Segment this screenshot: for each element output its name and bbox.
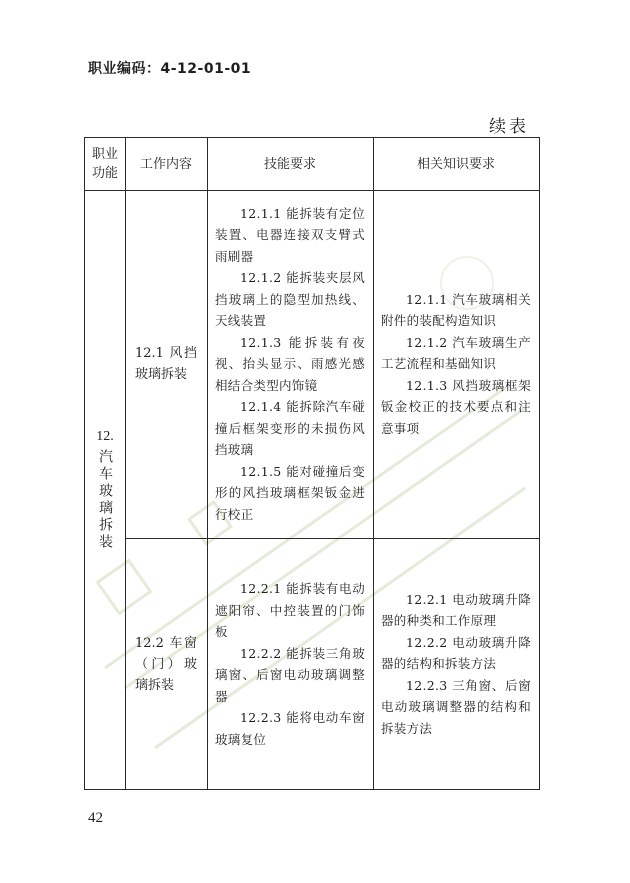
- work-content-cell: [125, 190, 207, 538]
- function-cell: [85, 190, 125, 789]
- header-skills: 技能要求: [263, 156, 316, 172]
- page-number: 42: [88, 810, 103, 826]
- function-name: 汽车玻璃拆装: [97, 448, 113, 551]
- knowledge-item: 12.2.2 电动玻璃升降器的结构和拆装方法: [381, 634, 531, 672]
- skill-item: 12.1.2 能拆装夹层风挡玻璃上的隐型加热线、天线装置: [215, 270, 365, 329]
- skill-item: 12.1.4 能拆除汽车碰撞后框架变形的未损伤风挡玻璃: [215, 399, 365, 458]
- skills-table: [84, 137, 540, 790]
- skill-item: 12.1.1 能拆装有定位装置、电器连接双支臂式雨刷器: [215, 205, 365, 264]
- knowledge-cell: [373, 539, 539, 789]
- skill-item: 12.2.3 能将电动车窗玻璃复位: [215, 710, 365, 747]
- knowledge-item: 12.1.1 汽车玻璃相关附件的装配构造知识: [381, 291, 531, 329]
- work-content: 12.1 风挡玻璃拆装: [135, 346, 197, 382]
- occupation-code: 职业编码：4-12-01-01: [88, 61, 252, 77]
- skill-item: 12.2.1 能拆装有电动遮阳帘、中控装置的门饰板: [215, 581, 365, 639]
- work-content: 12.2 车窗（门）玻璃拆装: [135, 635, 197, 693]
- skill-item: 12.1.5 能对碰撞后变形的风挡玻璃框架钣金进行校正: [215, 463, 365, 522]
- work-content-cell: [125, 539, 207, 789]
- knowledge-cell: [373, 190, 539, 538]
- skill-item: 12.1.3 能拆装有夜视、抬头显示、雨感光感相结合类型内饰镜: [215, 334, 365, 393]
- skills-cell: [207, 539, 373, 789]
- knowledge-item: 12.2.1 电动玻璃升降器的种类和工作原理: [381, 591, 531, 629]
- knowledge-item: 12.1.3 风挡玻璃框架钣金校正的技术要点和注意事项: [381, 377, 531, 436]
- skills-cell: [207, 190, 373, 538]
- continued-label: 续表: [489, 117, 529, 137]
- knowledge-item: 12.1.2 汽车玻璃生产工艺流程和基础知识: [381, 334, 531, 372]
- function-number: 12.: [96, 428, 114, 444]
- skill-item: 12.2.2 能拆装三角玻璃窗、后窗电动玻璃调整器: [215, 645, 365, 704]
- header-knowledge: 相关知识要求: [416, 156, 495, 172]
- header-work: 工作内容: [139, 156, 192, 172]
- knowledge-item: 12.2.3 三角窗、后窗电动玻璃调整器的结构和拆装方法: [381, 677, 531, 736]
- header-function: 职业 功能: [91, 147, 118, 181]
